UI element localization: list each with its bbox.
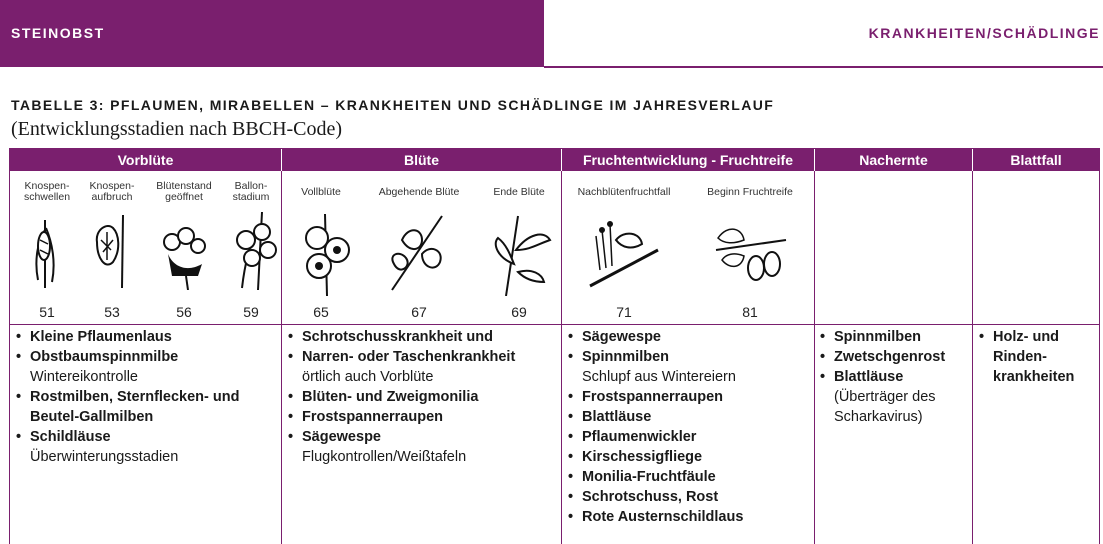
col-header-bluete: Blüte [282, 149, 561, 171]
fruit-drop-icon [586, 210, 662, 296]
list-item [568, 487, 812, 507]
bud-burst-icon [87, 210, 137, 290]
stage-label-69: Ende Blüte [493, 186, 545, 198]
list-item-label: Frostspannerraupen [582, 389, 723, 405]
stage-label-56: Blütenstand geöffnet [156, 180, 212, 203]
list-item-label: Schrotschusskrankheit und [302, 329, 493, 345]
table-subtitle: (Entwicklungsstadien nach BBCH-Code) [11, 118, 343, 140]
list-blattfall [979, 327, 1095, 387]
stage-label-59: Ballon- stadium [232, 180, 270, 203]
list-item [820, 327, 970, 347]
list-item-note: Wintereikontrolle [30, 369, 138, 385]
list-item-label: Pflaumenwickler [582, 429, 697, 445]
stage-label-51: Knospen- schwellen [23, 180, 71, 203]
list-item-label: Spinnmilben [834, 329, 921, 345]
stage-code-81: 81 [742, 304, 758, 320]
list-item [16, 327, 278, 347]
list-item [16, 347, 278, 367]
list-item [16, 427, 278, 447]
header-rule [544, 66, 1103, 68]
list-item [568, 347, 812, 367]
list-item [568, 507, 812, 527]
table-right-border [1099, 148, 1100, 544]
list-item [568, 407, 812, 427]
list-vorbluete [16, 327, 278, 467]
list-item-label: Schildläuse [30, 429, 111, 445]
col-header-vorbluete: Vorblüte [10, 149, 281, 171]
stage-code-59: 59 [243, 304, 259, 320]
stage-code-67: 67 [411, 304, 427, 320]
list-item [288, 407, 558, 427]
stage-code-69: 69 [511, 304, 527, 320]
list-item-label: Blattläuse [582, 409, 652, 425]
list-item-label: Blüten- und Zweigmonilia [302, 389, 479, 405]
col-header-frucht: Fruchtentwicklung - Fruchtreife [562, 149, 814, 171]
list-item-label: Obstbaumspinnmilbe [30, 349, 179, 365]
list-item-note: (Überträger des Scharkavirus) [834, 389, 936, 425]
balloon-stage-icon [222, 210, 280, 290]
list-item [288, 427, 558, 447]
list-item-label: Spinnmilben [582, 349, 669, 365]
ripening-icon [712, 210, 788, 296]
list-item [288, 387, 558, 407]
list-item-label: Monilia-Fruchtfäule [582, 469, 716, 485]
list-item-label: Rote Austernschildlaus [582, 509, 744, 525]
list-item-label: Holz- und Rinden-krankheiten [993, 329, 1075, 385]
stage-code-51: 51 [39, 304, 55, 320]
list-item [979, 327, 1095, 387]
list-item-note: Flugkontrollen/Weißtafeln [302, 449, 467, 465]
full-bloom-icon [297, 210, 357, 296]
list-item-label: Rostmilben, Sternflecken- und Beutel-Gallmilben [30, 389, 240, 425]
list-item-label: Kirschessigfliege [582, 449, 703, 465]
col-divider [972, 171, 973, 544]
list-item-label: Blattläuse [834, 369, 904, 385]
end-bloom-icon [488, 210, 554, 296]
col-divider [561, 171, 562, 544]
row-divider [9, 324, 1100, 325]
list-item-label: Sägewespe [302, 429, 381, 445]
list-item [568, 447, 812, 467]
table-title: TABELLE 3: PFLAUMEN, MIRABELLEN – KRANKHEITEN UND SCHÄDLINGE IM JAHRESVERLAUF [11, 97, 775, 113]
bud-swelling-icon [20, 210, 70, 290]
list-item-label: Kleine Pflaumenlaus [30, 329, 172, 345]
list-bluete [288, 327, 558, 467]
col-divider [281, 171, 282, 544]
section-label: STEINOBST [11, 25, 105, 41]
list-item [568, 387, 812, 407]
stage-label-71: Nachblütenfruchtfall [577, 186, 671, 198]
list-item [820, 367, 970, 387]
list-item [288, 327, 558, 347]
stage-code-65: 65 [313, 304, 329, 320]
list-item-label: Zwetschgenrost [834, 349, 946, 365]
stage-code-56: 56 [176, 304, 192, 320]
list-item-note: örtlich auch Vorblüte [302, 369, 434, 385]
list-nachernte [820, 327, 970, 427]
stage-label-65: Vollblüte [301, 186, 341, 198]
stage-code-53: 53 [104, 304, 120, 320]
list-item-label: Narren- oder Taschenkrankheit [302, 349, 516, 365]
list-item [820, 347, 970, 367]
col-header-blattfall: Blattfall [973, 149, 1099, 171]
list-item-label: Frostspannerraupen [302, 409, 443, 425]
list-item [288, 347, 558, 367]
list-item [568, 467, 812, 487]
stage-label-67: Abgehende Blüte [378, 186, 460, 198]
stage-label-81: Beginn Fruchtreife [707, 186, 793, 198]
inflorescence-icon [158, 210, 210, 290]
list-item-label: Schrotschuss, Rost [582, 489, 719, 505]
stage-label-53: Knospen- aufbruch [89, 180, 135, 203]
list-item [568, 327, 812, 347]
list-item-label: Sägewespe [582, 329, 661, 345]
list-item [568, 427, 812, 447]
fading-bloom-icon [382, 210, 456, 296]
list-item-note: Schlupf aus Wintereiern [582, 369, 736, 385]
stage-code-71: 71 [616, 304, 632, 320]
list-item-note: Überwinterungsstadien [30, 449, 179, 465]
col-divider [814, 171, 815, 544]
list-item [16, 387, 278, 427]
col-header-nachernte: Nachernte [815, 149, 972, 171]
list-frucht [568, 327, 812, 527]
header-banner [0, 0, 544, 67]
topic-label: KRANKHEITEN/SCHÄDLINGE [868, 25, 1100, 41]
table-left-border [9, 148, 10, 544]
